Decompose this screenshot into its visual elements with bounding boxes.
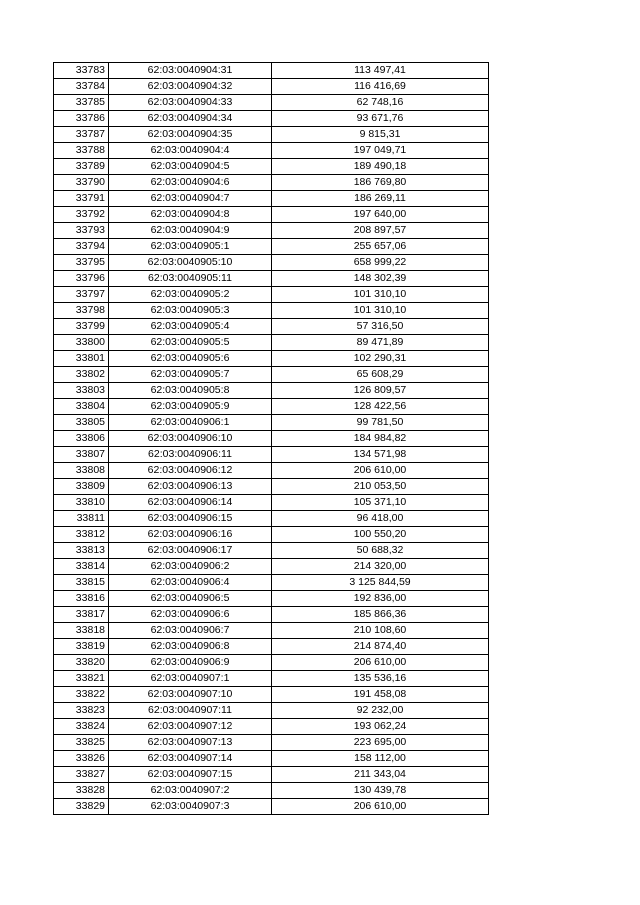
cadastral-value-cell: 210 053,50: [272, 479, 489, 495]
table-row: [54, 735, 489, 751]
cadastral-value-cell: 62 748,16: [272, 95, 489, 111]
row-number-cell: 33816: [54, 591, 109, 607]
row-number-cell: 33807: [54, 447, 109, 463]
row-number-cell: 33788: [54, 143, 109, 159]
row-number-cell: 33798: [54, 303, 109, 319]
row-number-cell: 33824: [54, 719, 109, 735]
table-row: [54, 191, 489, 207]
row-number-cell: 33813: [54, 543, 109, 559]
row-number-cell: 33819: [54, 639, 109, 655]
cadastral-value-cell: 189 490,18: [272, 159, 489, 175]
row-number-cell: 33804: [54, 399, 109, 415]
row-number-cell: 33796: [54, 271, 109, 287]
cadastral-number-cell: 62:03:0040906:6: [109, 607, 272, 623]
cadastral-number-cell: 62:03:0040905:3: [109, 303, 272, 319]
table-row: [54, 575, 489, 591]
cadastral-number-cell: 62:03:0040904:7: [109, 191, 272, 207]
table-row: [54, 671, 489, 687]
cadastral-value-cell: 186 769,80: [272, 175, 489, 191]
cadastral-number-cell: 62:03:0040906:13: [109, 479, 272, 495]
row-number-cell: 33791: [54, 191, 109, 207]
cadastral-number-cell: 62:03:0040904:4: [109, 143, 272, 159]
table-row: [54, 367, 489, 383]
cadastral-number-cell: 62:03:0040906:14: [109, 495, 272, 511]
cadastral-value-cell: 210 108,60: [272, 623, 489, 639]
cadastral-value-cell: 105 371,10: [272, 495, 489, 511]
table-row: [54, 495, 489, 511]
table-row: [54, 159, 489, 175]
cadastral-number-cell: 62:03:0040904:32: [109, 79, 272, 95]
row-number-cell: 33790: [54, 175, 109, 191]
table-body: [54, 63, 489, 815]
row-number-cell: 33809: [54, 479, 109, 495]
cadastral-value-cell: 57 316,50: [272, 319, 489, 335]
table-row: [54, 351, 489, 367]
cadastral-value-cell: 50 688,32: [272, 543, 489, 559]
cadastral-number-cell: 62:03:0040907:13: [109, 735, 272, 751]
cadastral-value-cell: 214 874,40: [272, 639, 489, 655]
cadastral-value-cell: 184 984,82: [272, 431, 489, 447]
table-row: [54, 447, 489, 463]
cadastral-number-cell: 62:03:0040906:15: [109, 511, 272, 527]
row-number-cell: 33803: [54, 383, 109, 399]
table-row: [54, 751, 489, 767]
cadastral-number-cell: 62:03:0040906:5: [109, 591, 272, 607]
cadastral-value-cell: 211 343,04: [272, 767, 489, 783]
table-row: [54, 431, 489, 447]
row-number-cell: 33801: [54, 351, 109, 367]
cadastral-value-cell: 102 290,31: [272, 351, 489, 367]
cadastral-number-cell: 62:03:0040904:34: [109, 111, 272, 127]
cadastral-number-cell: 62:03:0040907:3: [109, 799, 272, 815]
row-number-cell: 33814: [54, 559, 109, 575]
row-number-cell: 33817: [54, 607, 109, 623]
row-number-cell: 33826: [54, 751, 109, 767]
table-row: [54, 511, 489, 527]
row-number-cell: 33800: [54, 335, 109, 351]
cadastral-value-cell: 130 439,78: [272, 783, 489, 799]
table-row: [54, 719, 489, 735]
cadastral-number-cell: 62:03:0040905:8: [109, 383, 272, 399]
table-row: [54, 271, 489, 287]
cadastral-number-cell: 62:03:0040906:7: [109, 623, 272, 639]
cadastral-value-cell: 193 062,24: [272, 719, 489, 735]
cadastral-number-cell: 62:03:0040905:6: [109, 351, 272, 367]
table-row: [54, 607, 489, 623]
row-number-cell: 33799: [54, 319, 109, 335]
cadastral-number-cell: 62:03:0040906:2: [109, 559, 272, 575]
cadastral-number-cell: 62:03:0040904:31: [109, 63, 272, 79]
cadastral-number-cell: 62:03:0040907:12: [109, 719, 272, 735]
cadastral-number-cell: 62:03:0040907:1: [109, 671, 272, 687]
cadastral-value-cell: 185 866,36: [272, 607, 489, 623]
table-row: [54, 223, 489, 239]
cadastral-value-cell: 100 550,20: [272, 527, 489, 543]
cadastral-number-cell: 62:03:0040904:35: [109, 127, 272, 143]
table-row: [54, 399, 489, 415]
cadastral-number-cell: 62:03:0040906:12: [109, 463, 272, 479]
cadastral-number-cell: 62:03:0040906:16: [109, 527, 272, 543]
document-page: [53, 62, 489, 815]
table-row: [54, 207, 489, 223]
table-row: [54, 703, 489, 719]
cadastral-value-cell: 206 610,00: [272, 799, 489, 815]
row-number-cell: 33825: [54, 735, 109, 751]
row-number-cell: 33810: [54, 495, 109, 511]
row-number-cell: 33787: [54, 127, 109, 143]
cadastral-value-cell: 9 815,31: [272, 127, 489, 143]
row-number-cell: 33785: [54, 95, 109, 111]
table-row: [54, 143, 489, 159]
cadastral-number-cell: 62:03:0040905:5: [109, 335, 272, 351]
row-number-cell: 33822: [54, 687, 109, 703]
table-row: [54, 559, 489, 575]
cadastral-value-cell: 134 571,98: [272, 447, 489, 463]
cadastral-value-cell: 101 310,10: [272, 287, 489, 303]
row-number-cell: 33802: [54, 367, 109, 383]
row-number-cell: 33827: [54, 767, 109, 783]
table-row: [54, 767, 489, 783]
cadastral-value-cell: 208 897,57: [272, 223, 489, 239]
table-row: [54, 687, 489, 703]
row-number-cell: 33823: [54, 703, 109, 719]
row-number-cell: 33784: [54, 79, 109, 95]
cadastral-number-cell: 62:03:0040907:15: [109, 767, 272, 783]
row-number-cell: 33806: [54, 431, 109, 447]
cadastral-value-cell: 96 418,00: [272, 511, 489, 527]
cadastral-number-cell: 62:03:0040906:10: [109, 431, 272, 447]
cadastral-number-cell: 62:03:0040905:10: [109, 255, 272, 271]
cadastral-value-cell: 148 302,39: [272, 271, 489, 287]
cadastral-number-cell: 62:03:0040905:9: [109, 399, 272, 415]
cadastral-number-cell: 62:03:0040906:8: [109, 639, 272, 655]
cadastral-number-cell: 62:03:0040904:5: [109, 159, 272, 175]
table-row: [54, 255, 489, 271]
cadastral-value-cell: 214 320,00: [272, 559, 489, 575]
cadastral-number-cell: 62:03:0040907:11: [109, 703, 272, 719]
cadastral-value-cell: 192 836,00: [272, 591, 489, 607]
table-row: [54, 111, 489, 127]
table-row: [54, 527, 489, 543]
row-number-cell: 33795: [54, 255, 109, 271]
cadastral-number-cell: 62:03:0040904:8: [109, 207, 272, 223]
table-row: [54, 239, 489, 255]
table-row: [54, 63, 489, 79]
row-number-cell: 33805: [54, 415, 109, 431]
row-number-cell: 33792: [54, 207, 109, 223]
table-row: [54, 335, 489, 351]
cadastral-value-cell: 65 608,29: [272, 367, 489, 383]
cadastral-value-cell: 206 610,00: [272, 655, 489, 671]
table-row: [54, 655, 489, 671]
cadastral-value-cell: 92 232,00: [272, 703, 489, 719]
cadastral-value-table: [53, 62, 489, 815]
cadastral-value-cell: 101 310,10: [272, 303, 489, 319]
cadastral-number-cell: 62:03:0040907:10: [109, 687, 272, 703]
table-row: [54, 319, 489, 335]
cadastral-number-cell: 62:03:0040906:4: [109, 575, 272, 591]
cadastral-value-cell: 135 536,16: [272, 671, 489, 687]
table-row: [54, 639, 489, 655]
row-number-cell: 33815: [54, 575, 109, 591]
cadastral-value-cell: 658 999,22: [272, 255, 489, 271]
row-number-cell: 33821: [54, 671, 109, 687]
row-number-cell: 33820: [54, 655, 109, 671]
cadastral-value-cell: 197 049,71: [272, 143, 489, 159]
cadastral-number-cell: 62:03:0040905:4: [109, 319, 272, 335]
table-row: [54, 591, 489, 607]
cadastral-value-cell: 93 671,76: [272, 111, 489, 127]
cadastral-value-cell: 186 269,11: [272, 191, 489, 207]
table-row: [54, 479, 489, 495]
cadastral-value-cell: 113 497,41: [272, 63, 489, 79]
table-row: [54, 415, 489, 431]
table-row: [54, 623, 489, 639]
table-row: [54, 95, 489, 111]
row-number-cell: 33828: [54, 783, 109, 799]
cadastral-value-cell: 116 416,69: [272, 79, 489, 95]
cadastral-value-cell: 3 125 844,59: [272, 575, 489, 591]
cadastral-value-cell: 126 809,57: [272, 383, 489, 399]
cadastral-value-cell: 158 112,00: [272, 751, 489, 767]
table-row: [54, 303, 489, 319]
row-number-cell: 33783: [54, 63, 109, 79]
cadastral-value-cell: 223 695,00: [272, 735, 489, 751]
cadastral-number-cell: 62:03:0040905:11: [109, 271, 272, 287]
cadastral-number-cell: 62:03:0040904:9: [109, 223, 272, 239]
table-row: [54, 287, 489, 303]
cadastral-number-cell: 62:03:0040905:1: [109, 239, 272, 255]
table-row: [54, 783, 489, 799]
cadastral-number-cell: 62:03:0040906:17: [109, 543, 272, 559]
cadastral-number-cell: 62:03:0040904:6: [109, 175, 272, 191]
cadastral-value-cell: 197 640,00: [272, 207, 489, 223]
table-row: [54, 463, 489, 479]
cadastral-value-cell: 255 657,06: [272, 239, 489, 255]
cadastral-number-cell: 62:03:0040907:14: [109, 751, 272, 767]
cadastral-number-cell: 62:03:0040907:2: [109, 783, 272, 799]
cadastral-value-cell: 206 610,00: [272, 463, 489, 479]
row-number-cell: 33794: [54, 239, 109, 255]
cadastral-number-cell: 62:03:0040906:11: [109, 447, 272, 463]
row-number-cell: 33808: [54, 463, 109, 479]
table-row: [54, 543, 489, 559]
table-row: [54, 799, 489, 815]
cadastral-value-cell: 128 422,56: [272, 399, 489, 415]
cadastral-number-cell: 62:03:0040905:2: [109, 287, 272, 303]
row-number-cell: 33789: [54, 159, 109, 175]
cadastral-number-cell: 62:03:0040905:7: [109, 367, 272, 383]
table-row: [54, 383, 489, 399]
cadastral-number-cell: 62:03:0040906:1: [109, 415, 272, 431]
cadastral-value-cell: 191 458,08: [272, 687, 489, 703]
row-number-cell: 33786: [54, 111, 109, 127]
row-number-cell: 33797: [54, 287, 109, 303]
row-number-cell: 33812: [54, 527, 109, 543]
cadastral-number-cell: 62:03:0040906:9: [109, 655, 272, 671]
table-row: [54, 127, 489, 143]
table-row: [54, 175, 489, 191]
cadastral-number-cell: 62:03:0040904:33: [109, 95, 272, 111]
row-number-cell: 33793: [54, 223, 109, 239]
row-number-cell: 33811: [54, 511, 109, 527]
row-number-cell: 33818: [54, 623, 109, 639]
row-number-cell: 33829: [54, 799, 109, 815]
cadastral-value-cell: 89 471,89: [272, 335, 489, 351]
table-row: [54, 79, 489, 95]
cadastral-value-cell: 99 781,50: [272, 415, 489, 431]
